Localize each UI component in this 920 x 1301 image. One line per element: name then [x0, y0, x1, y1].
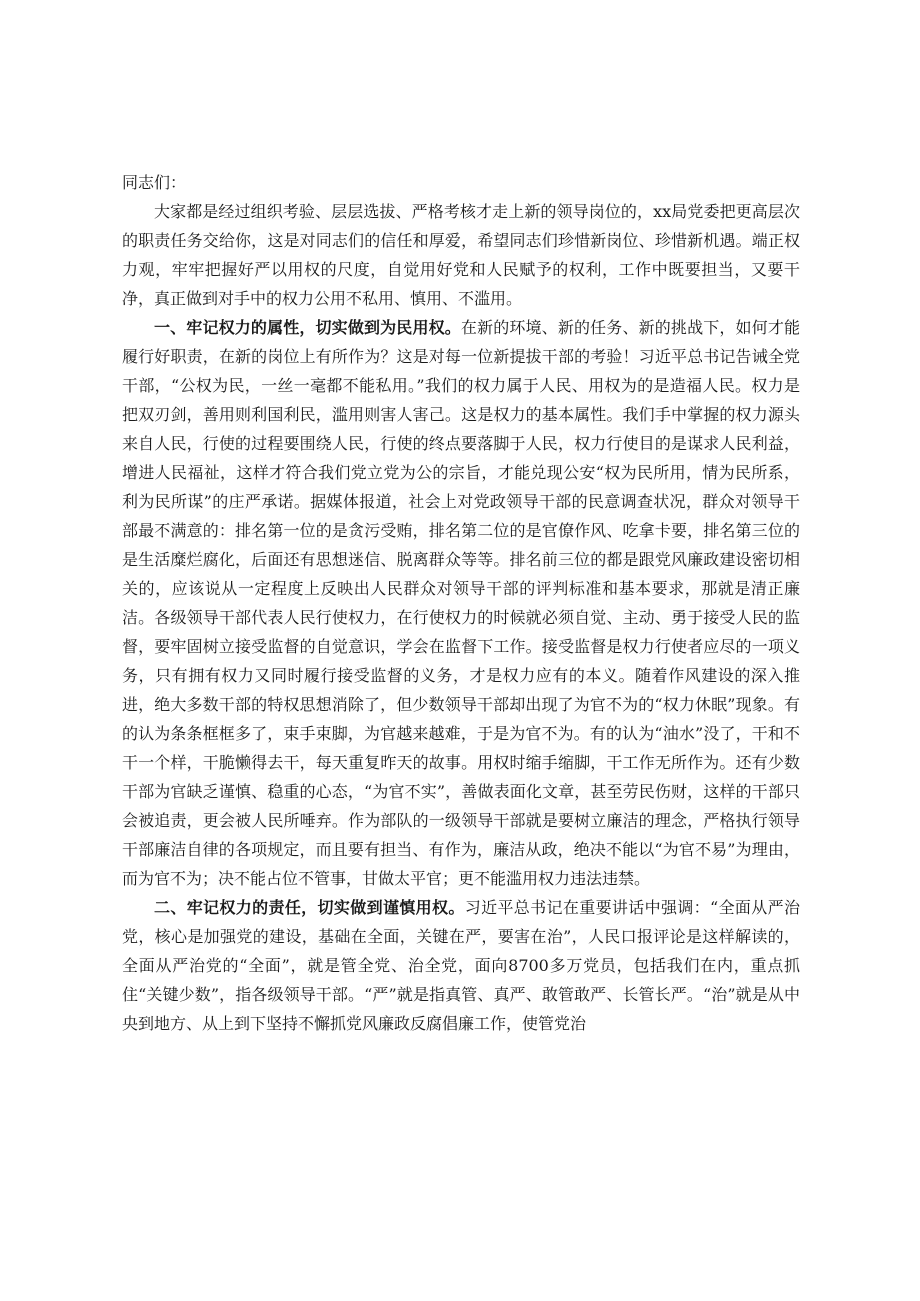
- section-1-body: 在新的环境、新的任务、新的挑战下，如何才能履行好职责，在新的岗位上有所作为？这是对每一位新提拔干部的考验！习近平总书记告诫全党干部，“公权为民，一丝一毫都不能私用。”我们的权力属于人民、用权为的是造福人民。权力是把双刃剑，善用则利国利民，滥用则害人害己。这是权力的基本属性。我们手中掌握的权力源头来自人民，行使的过程要围绕人民，行使的终点要落脚于人民，权力行使目的是谋求人民利益，增进人民福祉，这样才符合我们党立党为公的宗旨，才能兑现公安“权为民所用，情为民所系，利为民所谋”的庄严承诺。据媒体报道，社会上对党政领导干部的民意调查状况，群众对领导干部最不满意的：排名第一位的是贪污受贿，排名第二位的是官僚作风、吃拿卡要，排名第三位的是生活糜烂腐化，后面还有思想迷信、脱离群众等等。排名前三位的都是跟党风廉政建设密切相关的，应该说从一定程度上反映出人民群众对领导干部的评判标准和基本要求，那就是清正廉洁。各级领导干部代表人民行使权力，在行使权力的时候就必须自觉、主动、勇于接受人民的监督，要牢固树立接受监督的自觉意识，学会在监督下工作。接受监督是权力行使者应尽的一项义务，只有拥有权力又同时履行接受监督的义务，才是权力应有的本义。随着作风建设的深入推进，绝大多数干部的特权思想消除了，但少数领导干部却出现了为官不为的“权力休眠”现象。有的认为条条框框多了，束手束脚，为官越来越难，于是为官不为。有的认为“油水”没了，干和不干一个样，干脆懒得去干，每天重复昨天的故事。用权时缩手缩脚，干工作无所作为。还有少数干部为官缺乏谨慎、稳重的心态，“为官不实”，善做表面化文章，甚至劳民伤财，这样的干部只会被追责，更会被人民所唾弃。作为部队的一级领导干部就是要树立廉洁的理念，严格执行领导干部廉洁自律的各项规定，而且要有担当、有作为，廉洁从政，绝决不能以“为官不易”为理由，而为官不为；决不能占位不管事，甘做太平官；更不能滥用权力违法违禁。: [122, 318, 800, 888]
- section-2-body: 习近平总书记在重要讲话中强调：“全面从严治党，核心是加强党的建设，基础在全面，关键在严，要害在治”，人民口报评论是这样解读的，全面从严治党的“全面”，就是管全党、治全党，面向8700多万党员，包括我们在内，重点抓住“关键少数”，指各级领导干部。“严”就是指真管、真严、敢管敢严、长管长严。“治”就是从中央到地方、从上到下坚持不懈抓党风廉政反腐倡廉工作，使管党治: [122, 898, 800, 1033]
- section-2-paragraph: [122, 893, 800, 1038]
- section-1-heading: 一、牢记权力的属性，切实做到为民用权。: [154, 318, 461, 337]
- section-2-heading: 二、牢记权力的责任，切实做到谨慎用权。: [154, 898, 465, 917]
- salutation: 同志们：: [122, 173, 187, 192]
- section-1-paragraph: [122, 313, 800, 893]
- document-page: [122, 168, 800, 1038]
- intro-paragraph: 大家都是经过组织考验、层层选拔、严格考核才走上新的领导岗位的，xx局党委把更高层次的职责任务交给你，这是对同志们的信任和厚爱，希望同志们珍惜新岗位、珍惜新机遇。端正权力观，牢牢把握好严以用权的尺度，自觉用好党和人民赋予的权利，工作中既要担当，又要干净，真正做到对手中的权力公用不私用、慎用、不滥用。: [122, 202, 800, 308]
